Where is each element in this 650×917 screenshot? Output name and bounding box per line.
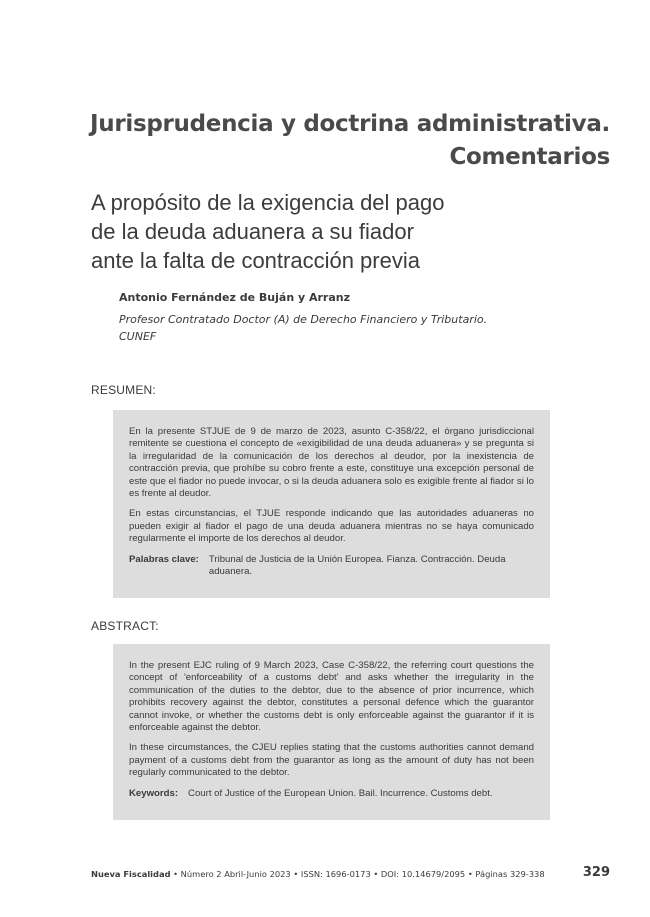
footer-journal-name: Nueva Fiscalidad (91, 869, 171, 879)
resumen-keywords-text: Tribunal de Justicia de la Unión Europea. Fianza. Contracción. Deuda aduanera. (208, 553, 506, 578)
resumen-keywords (129, 554, 534, 579)
resumen-box (113, 410, 550, 598)
resumen-paragraph-2: En estas circunstancias, el TJUE responde indicando que las autoridades aduaneras no pueden exigir al fiador el pago de una deuda aduanera mientras no se haya comunicado regularmente el importe de los derechos al deudor. (129, 508, 534, 545)
affiliation-line-2: CUNEF (119, 330, 157, 343)
article-title-line-1: A propósito de la exigencia del pago (91, 190, 445, 215)
article-title-line-2: de la deuda aduanera a su fiador (91, 219, 414, 244)
resumen-keywords-label: Palabras clave: (129, 553, 199, 565)
abstract-box (113, 644, 550, 820)
abstract-paragraph-2: In these circumstances, the CJEU replies stating that the customs authorities cannot demand payment of a customs debt from the guarantor as long as the amount of duty has not been regularly communicated to the debtor. (129, 742, 534, 779)
affiliation-line-1: Profesor Contratado Doctor (A) de Derecho Financiero y Tributario. (119, 313, 488, 326)
resumen-label: RESUMEN: (91, 383, 156, 397)
section-title (50, 108, 610, 174)
page-number: 329 (582, 865, 610, 880)
abstract-paragraph-1: In the present EJC ruling of 9 March 2023, Case C-358/22, the referring court questions the concept of 'enforceability of a customs debt' and asks whether the irregularity in the communication of the duties to the debtor, due to the absence of prior incurrence, which prohibits recovery against the debtor, constitutes a personal defence which the guarantor cannot invoke, or whether the customs debt is only enforceable against the guarantor if it is enforceable against the debtor. (129, 660, 534, 734)
section-title-line-2: Comentarios (449, 144, 610, 170)
article-title-line-3: ante la falta de contracción previa (91, 248, 420, 273)
article-title (91, 188, 571, 275)
abstract-keywords-label: Keywords: (129, 787, 179, 799)
footer-issue-details: • Número 2 Abril-Junio 2023 • ISSN: 1696-0173 • DOI: 10.14679/2095 • Páginas 329-338 (170, 869, 545, 879)
author-name: Antonio Fernández de Buján y Arranz (119, 291, 351, 304)
section-title-line-1: Jurisprudencia y doctrina administrativa. (89, 111, 610, 137)
abstract-label: ABSTRACT: (91, 619, 159, 633)
abstract-keywords-text: Court of Justice of the European Union. Bail. Incurrence. Customs debt. (188, 787, 493, 799)
resumen-paragraph-1: En la presente STJUE de 9 de marzo de 2023, asunto C-358/22, el órgano jurisdiccional remitente se cuestiona el concepto de «exigibilidad de una deuda aduanera» y se pregunta si la irregularidad de la comunicación de los derechos al deudor, por la inexistencia de contracción previa, que prohíbe su cobro frente a este, constituye una excepción personal de este que el fiador no puede invocar, o si la deuda aduanera solo es exigible frente al fiador si lo es frente al deudor. (129, 426, 534, 500)
abstract-keywords (129, 788, 534, 800)
author-affiliation (119, 311, 487, 345)
footer-citation (91, 869, 545, 879)
